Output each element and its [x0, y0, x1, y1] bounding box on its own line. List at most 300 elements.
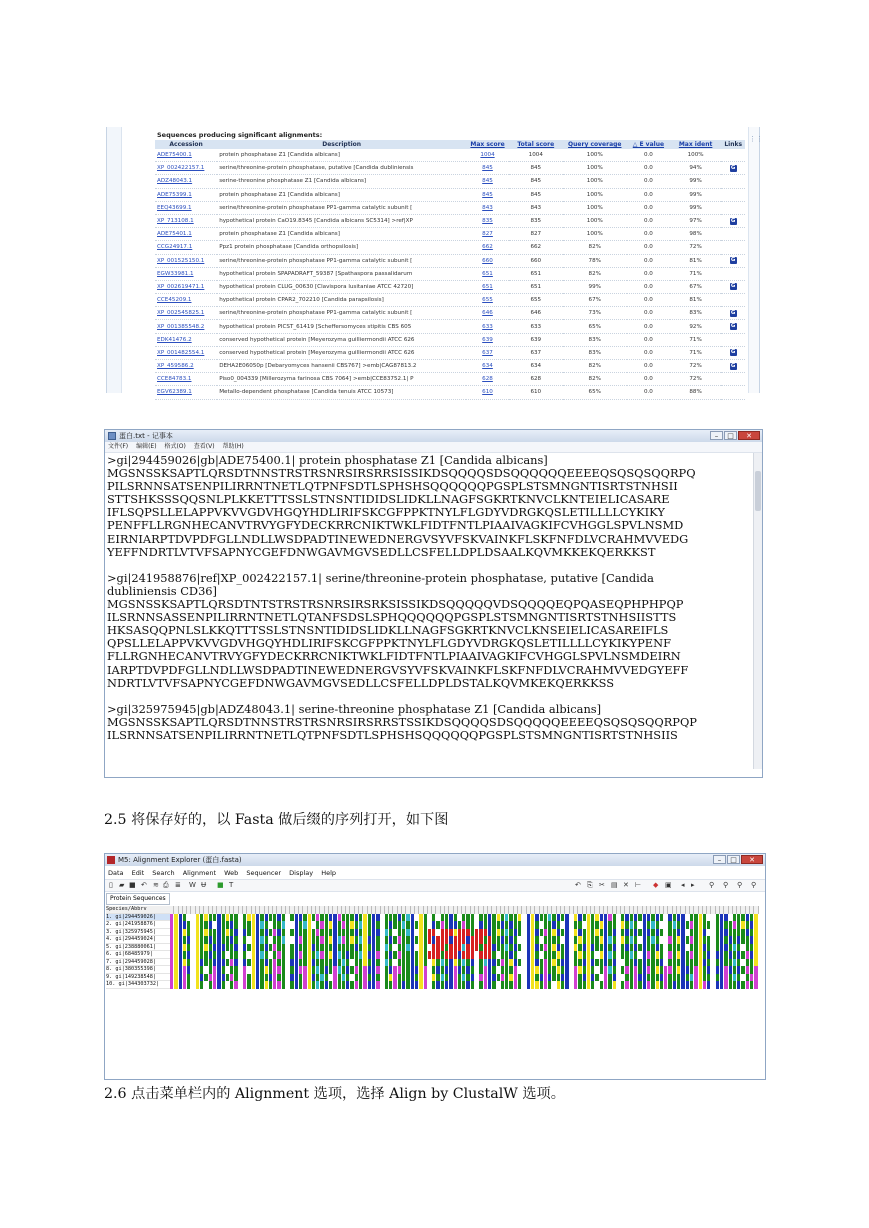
menu-data[interactable]: Data: [108, 869, 124, 877]
gene-link-icon[interactable]: G: [730, 217, 736, 224]
sequence-line: MGSNSSKSAPTLQRSDTNNSTRSTRSNRSIRSRRSTSSIKDSQQQQSDSQQQQQEEEEQSQSQSQQRPQP: [107, 714, 697, 729]
description-cell: conserved hypothetical protein [Meyerozyma guilliermondii ATCC 626: [217, 346, 466, 359]
col-description: Description: [217, 140, 466, 149]
e-value-cell: 0.0: [627, 307, 670, 320]
links-cell[interactable]: [721, 267, 745, 280]
accession-link[interactable]: ADZ48043.1: [155, 175, 217, 188]
links-cell[interactable]: [721, 307, 745, 320]
blast-row: [155, 267, 745, 280]
blast-results-panel: [106, 127, 763, 396]
total-score-cell: 845: [509, 188, 563, 201]
accession-link[interactable]: CCE84783.1: [155, 373, 217, 386]
menu-edit[interactable]: Edit: [131, 869, 145, 877]
left-margin-bar: [107, 127, 122, 393]
max-ident-cell: 99%: [670, 201, 721, 214]
sequence-line: MGSNSSKSAPTLQRSDTNNSTRSTRSNRSIRSRRSISSIKDSQQQQSDSQQQQQQEEEEQSQSQSQQRPQ: [107, 466, 696, 481]
alignment-row: [170, 981, 763, 989]
caption-step-2-6: 2.6 点击菜单栏内的 Alignment 选项，选择 Align by ClustalW 选项。: [104, 1086, 565, 1102]
query-coverage-cell: 100%: [563, 188, 627, 201]
max-ident-cell: 97%: [670, 214, 721, 227]
menu-edit[interactable]: 编辑(E): [136, 443, 157, 450]
gene-link-icon[interactable]: G: [730, 164, 736, 171]
fasta-header-line: >gi|294459026|gb|ADE75400.1| protein phosphatase Z1 [Candida albicans]: [107, 453, 548, 467]
alignment-row: [170, 974, 763, 982]
description-cell: Metallo-dependent phosphatase [Candida tenuis ATCC 10573]: [217, 386, 466, 399]
query-coverage-cell: 82%: [563, 267, 627, 280]
links-cell[interactable]: [721, 320, 745, 333]
max-score-link[interactable]: 660: [466, 254, 509, 267]
accession-link[interactable]: XP_001482554.1: [155, 346, 217, 359]
e-value-cell: 0.0: [627, 320, 670, 333]
menu-sequencer[interactable]: Sequencer: [246, 869, 282, 877]
find-icon[interactable]: ⚲: [709, 881, 715, 889]
max-ident-cell: 71%: [670, 333, 721, 346]
muscle-icon[interactable]: Ʉ: [201, 881, 207, 889]
sequence-line: PENFFLLRGNHECANVTRVYGFYDECKRRCNIKTWKLFIDTFNTLPIAAIVAGKIFCVHGGLSPVLNSMD: [107, 518, 684, 533]
total-score-cell: 646: [509, 307, 563, 320]
accession-link[interactable]: CCG24917.1: [155, 241, 217, 254]
links-cell[interactable]: [721, 386, 745, 399]
caption-step-2-5: 2.5 将保存好的，以 Fasta 做后缀的序列打开，如下图: [104, 812, 449, 828]
sequence-line: [107, 559, 750, 572]
links-cell[interactable]: [721, 254, 745, 267]
window-controls: [710, 431, 760, 440]
notepad-menubar: [105, 442, 762, 453]
sequence-name[interactable]: 9. gi|149238548|: [106, 974, 170, 982]
total-score-cell: 610: [509, 386, 563, 399]
max-score-link[interactable]: 843: [466, 201, 509, 214]
accession-link[interactable]: XP_459586.2: [155, 360, 217, 373]
blast-header-row: [155, 140, 745, 149]
e-value-cell: 0.0: [627, 241, 670, 254]
notepad-window: [104, 429, 763, 778]
mega-app-icon: [107, 856, 115, 864]
total-score-cell: 634: [509, 360, 563, 373]
max-ident-cell: 88%: [670, 386, 721, 399]
query-coverage-cell: 99%: [563, 280, 627, 293]
vertical-scrollbar[interactable]: [753, 453, 762, 769]
sequence-line: ILSRNNSATSENPILIRRNTNETLQTPNFSDTLSPHSHSQQQQQQPGSPLSTSMNGNTISRTSTNHSIIS: [107, 727, 678, 742]
scrollbar-thumb[interactable]: [755, 471, 761, 511]
description-cell: protein phosphatase Z1 [Candida albicans]: [217, 149, 466, 162]
query-coverage-cell: 100%: [563, 175, 627, 188]
mega-titlebar: [105, 854, 765, 866]
sequence-line: PILSRNNSATSENPILIRRNTNETLQTPNFSDTLSPHSHSQQQQQQPGSPLSTSMNGNTISRTSTNHSII: [107, 479, 678, 494]
max-score-link[interactable]: 628: [466, 373, 509, 386]
alignment-row: [170, 944, 763, 952]
blast-row: [155, 360, 745, 373]
description-cell: serine/threonine-protein phosphatase PP1-gamma catalytic subunit [: [217, 201, 466, 214]
accession-link[interactable]: XP_001525150.1: [155, 254, 217, 267]
blast-heading: Sequences producing significant alignments:: [157, 131, 323, 139]
species-header: Species/Abbrv: [106, 906, 170, 914]
max-ident-cell: 71%: [670, 267, 721, 280]
query-coverage-cell: 100%: [563, 214, 627, 227]
copy-icon[interactable]: ⎘: [587, 881, 593, 889]
w-icon[interactable]: W: [189, 881, 196, 889]
links-cell[interactable]: [721, 241, 745, 254]
query-coverage-cell: 100%: [563, 201, 627, 214]
sequence-line: NDRTLVTVFSAPNYCGEFDNWGAVMGVSEDLLCSFELLDPLDSTALKQVMKEKQERKKSS: [107, 675, 615, 690]
links-cell[interactable]: [721, 280, 745, 293]
gene-link-icon[interactable]: G: [730, 362, 736, 369]
e-value-cell: 0.0: [627, 201, 670, 214]
sequence-line: QPSLLELAPPVKVVGDVHGQYHDLIRIFSKCGFPPKTNYLFLGDYVDRGKQSLETILLLLCYKIKYPENF: [107, 636, 671, 651]
alignment-row: [170, 951, 763, 959]
total-score-cell: 637: [509, 346, 563, 359]
col-links: Links: [721, 140, 745, 149]
links-cell[interactable]: [721, 294, 745, 307]
total-score-cell: 662: [509, 241, 563, 254]
max-ident-cell: 94%: [670, 162, 721, 175]
menu-display[interactable]: Display: [289, 869, 314, 877]
total-score-cell: 843: [509, 201, 563, 214]
e-value-cell: 0.0: [627, 188, 670, 201]
query-coverage-cell: 65%: [563, 386, 627, 399]
links-cell[interactable]: [721, 228, 745, 241]
translate-icon[interactable]: T: [229, 881, 234, 889]
description-cell: Piso0_004339 [Millerozyma farinosa CBS 7064] >emb|CCE83752.1| P: [217, 373, 466, 386]
total-score-cell: 835: [509, 214, 563, 227]
max-score-link[interactable]: 639: [466, 333, 509, 346]
gene-link-icon[interactable]: G: [730, 283, 736, 290]
max-score-link[interactable]: 646: [466, 307, 509, 320]
mega-title: M5: Alignment Explorer (蛋白.fasta): [118, 856, 242, 864]
menu-search[interactable]: Search: [152, 869, 175, 877]
block-icon[interactable]: ▣: [665, 881, 672, 889]
description-cell: protein phosphatase Z1 [Candida albicans]: [217, 188, 466, 201]
accession-link[interactable]: XP_002545825.1: [155, 307, 217, 320]
links-cell[interactable]: [721, 373, 745, 386]
description-cell: serine/threonine-protein phosphatase, putative [Candida dubliniensis: [217, 162, 466, 175]
blast-row: [155, 175, 745, 188]
mega-alignment-explorer-window: [104, 853, 766, 1080]
total-score-cell: 660: [509, 254, 563, 267]
notepad-titlebar: [105, 430, 762, 442]
query-coverage-cell: 65%: [563, 320, 627, 333]
e-value-cell: 0.0: [627, 360, 670, 373]
minimize-icon[interactable]: –: [713, 855, 726, 864]
blast-row: [155, 373, 745, 386]
query-coverage-cell: 82%: [563, 241, 627, 254]
blast-row: [155, 214, 745, 227]
links-cell[interactable]: [721, 188, 745, 201]
blast-row: [155, 333, 745, 346]
accession-link[interactable]: EGW33981.1: [155, 267, 217, 280]
align-icon[interactable]: ≣: [175, 881, 181, 889]
accession-link[interactable]: EEQ43699.1: [155, 201, 217, 214]
links-cell[interactable]: [721, 360, 745, 373]
alignment-row: [170, 966, 763, 974]
max-ident-cell: 71%: [670, 346, 721, 359]
sequence-name[interactable]: 2. gi|241958876|: [106, 921, 170, 929]
blast-row: [155, 254, 745, 267]
total-score-cell: 651: [509, 267, 563, 280]
menu-format[interactable]: 格式(O): [164, 443, 186, 450]
total-score-cell: 845: [509, 162, 563, 175]
right-scroll-strip: ⋮⋮: [748, 127, 759, 393]
e-value-cell: 0.0: [627, 149, 670, 162]
paste-icon[interactable]: ▤: [611, 881, 618, 889]
max-score-link[interactable]: 827: [466, 228, 509, 241]
find-motif-icon[interactable]: ⚲: [751, 881, 757, 889]
sequence-line: FLLRGNHECANVTRVYGFYDECKRRCNIKTWKLFIDTFNTLPIAAIVAGKIFCVHGGLSPVLNSMDEIRN: [107, 649, 681, 664]
sequence-name[interactable]: 8. gi|380355398|: [106, 966, 170, 974]
e-value-cell: 0.0: [627, 214, 670, 227]
col-max-ident[interactable]: Max ident: [670, 140, 721, 149]
minimize-icon[interactable]: –: [710, 431, 723, 440]
max-score-link[interactable]: 662: [466, 241, 509, 254]
description-cell: hypothetical protein CLUG_00630 [Clavispora lusitaniae ATCC 42720]: [217, 280, 466, 293]
next-icon[interactable]: ▸: [691, 881, 695, 889]
description-cell: hypothetical protein PICST_61419 [Scheffersomyces stipitis CBS 605: [217, 320, 466, 333]
description-cell: Ppz1 protein phosphatase [Candida orthopsilosis]: [217, 241, 466, 254]
description-cell: hypothetical protein CaO19.8345 [Candida albicans SC5314] >ref|XP: [217, 214, 466, 227]
description-cell: serine/threonine-protein phosphatase PP1-gamma catalytic subunit [: [217, 254, 466, 267]
print-icon[interactable]: ⎙: [163, 881, 169, 889]
sequence-line: IARPTDVPDFGLLNDLLWSDPADTINEWEDNERGVSYVFSKVAINKFLSKFNFDLVCRAHMVVEDGYEFF: [107, 662, 689, 677]
sequence-name[interactable]: 1. gi|294459026|: [106, 914, 170, 922]
query-coverage-cell: 73%: [563, 307, 627, 320]
sequence-line: [107, 690, 750, 703]
notepad-icon: [108, 432, 116, 440]
query-coverage-cell: 82%: [563, 373, 627, 386]
close-icon[interactable]: ✕: [741, 855, 763, 864]
sequence-line: IFLSQPSLLELAPPVKVVGDVHGQYHDLIRIFSKCGFPPKTNYLFLGDYVDRGKQSLETILLLLCYKIKY: [107, 505, 665, 520]
accession-link[interactable]: EGV62389.1: [155, 386, 217, 399]
menu-view[interactable]: 查看(V): [193, 443, 215, 450]
find-prev-icon[interactable]: ⚲: [723, 881, 729, 889]
col-e-value[interactable]: △ E value: [627, 140, 670, 149]
alignment-columns[interactable]: [170, 906, 763, 989]
e-value-cell: 0.0: [627, 346, 670, 359]
total-score-cell: 628: [509, 373, 563, 386]
links-cell[interactable]: [721, 214, 745, 227]
find-next-icon[interactable]: ⚲: [737, 881, 743, 889]
e-value-cell: 0.0: [627, 254, 670, 267]
mega-window-controls: [713, 855, 763, 864]
query-coverage-cell: 67%: [563, 294, 627, 307]
alignment-row: [170, 921, 763, 929]
sequence-name-column: [106, 906, 170, 989]
total-score-cell: 655: [509, 294, 563, 307]
blast-row: [155, 188, 745, 201]
max-ident-cell: 67%: [670, 280, 721, 293]
cut-icon[interactable]: ✂: [599, 881, 605, 889]
undo-edit-icon[interactable]: ↶: [575, 881, 581, 889]
alignment-row: [170, 929, 763, 937]
total-score-cell: 827: [509, 228, 563, 241]
blast-row: [155, 162, 745, 175]
max-score-link[interactable]: 835: [466, 214, 509, 227]
col-query-coverage[interactable]: Query coverage: [563, 140, 627, 149]
fasta-header-line: >gi|325975945|gb|ADZ48043.1| serine-threonine phosphatase Z1 [Candida albicans]: [107, 701, 602, 716]
fasta-header-line: >gi|241958876|ref|XP_002422157.1| serine/threonine-protein phosphatase, putative [Candida: [107, 570, 654, 585]
alignment-row: [170, 959, 763, 967]
close-icon[interactable]: ✕: [738, 431, 760, 440]
save-icon[interactable]: ■: [129, 881, 136, 889]
sequence-line: dubliniensis CD36]: [107, 583, 218, 598]
e-value-cell: 0.0: [627, 228, 670, 241]
blast-row: [155, 386, 745, 399]
accession-link[interactable]: EDK41476.2: [155, 333, 217, 346]
accession-link[interactable]: CCE45209.1: [155, 294, 217, 307]
max-ident-cell: 99%: [670, 175, 721, 188]
links-cell[interactable]: [721, 162, 745, 175]
e-value-cell: 0.0: [627, 373, 670, 386]
description-cell: DEHA2E06050p [Debaryomyces hansenii CBS767] >emb|CAG87813.2: [217, 360, 466, 373]
total-score-cell: 651: [509, 280, 563, 293]
max-ident-cell: 81%: [670, 254, 721, 267]
links-cell[interactable]: [721, 333, 745, 346]
accession-link[interactable]: XP_713108.1: [155, 214, 217, 227]
blast-row: [155, 280, 745, 293]
blast-row: [155, 201, 745, 214]
max-ident-cell: 98%: [670, 228, 721, 241]
e-value-cell: 0.0: [627, 162, 670, 175]
prev-icon[interactable]: ◂: [681, 881, 685, 889]
new-file-icon[interactable]: ▯: [109, 881, 113, 889]
description-cell: conserved hypothetical protein [Meyerozyma guilliermondii ATCC 626: [217, 333, 466, 346]
query-coverage-cell: 100%: [563, 228, 627, 241]
col-max-score[interactable]: Max score: [466, 140, 509, 149]
query-coverage-cell: 100%: [563, 162, 627, 175]
gene-link-icon[interactable]: G: [730, 349, 736, 356]
gene-link-icon[interactable]: G: [730, 257, 736, 264]
sequence-name[interactable]: 3. gi|325975945|: [106, 929, 170, 937]
max-ident-cell: 72%: [670, 241, 721, 254]
menu-alignment[interactable]: Alignment: [182, 869, 217, 877]
description-cell: serine-threonine phosphatase Z1 [Candida albicans]: [217, 175, 466, 188]
col-total-score[interactable]: Total score: [509, 140, 563, 149]
max-ident-cell: 72%: [670, 373, 721, 386]
e-value-cell: 0.0: [627, 267, 670, 280]
blast-row: [155, 320, 745, 333]
sequence-name[interactable]: 5. gi|238880061|: [106, 944, 170, 952]
blast-row: [155, 241, 745, 254]
max-ident-cell: 100%: [670, 149, 721, 162]
open-folder-icon[interactable]: ▰: [119, 881, 125, 889]
query-coverage-cell: 100%: [563, 149, 627, 162]
sequence-name[interactable]: 7. gi|294459028|: [106, 959, 170, 967]
mega-menubar: [105, 868, 765, 878]
e-value-cell: 0.0: [627, 175, 670, 188]
maximize-icon[interactable]: □: [727, 855, 740, 864]
accession-link[interactable]: ADE75400.1: [155, 149, 217, 162]
alignment-grid[interactable]: [106, 906, 763, 1078]
max-score-link[interactable]: 845: [466, 175, 509, 188]
blast-row: [155, 149, 745, 162]
max-ident-cell: 99%: [670, 188, 721, 201]
links-cell[interactable]: [721, 346, 745, 359]
col-accession: Accession: [155, 140, 217, 149]
delete-icon[interactable]: ✕: [623, 881, 629, 889]
max-score-link[interactable]: 651: [466, 267, 509, 280]
sequence-line: STTSHKSSSQQSNLPLKKETTTSSLSTNSNTIDIDSLIDKLLNAGFSGKRTKNVCLKNTEIELICASARE: [107, 492, 670, 507]
max-ident-cell: 83%: [670, 307, 721, 320]
blast-row: [155, 346, 745, 359]
menu-help[interactable]: 帮助(H): [222, 443, 244, 450]
query-coverage-cell: 83%: [563, 333, 627, 346]
alignment-row: [170, 936, 763, 944]
max-ident-cell: 92%: [670, 320, 721, 333]
menu-web[interactable]: Web: [224, 869, 239, 877]
max-score-link[interactable]: 1004: [466, 149, 509, 162]
sequence-name[interactable]: 4. gi|294459024|: [106, 936, 170, 944]
description-cell: serine/threonine-protein phosphatase PP1-gamma catalytic subunit [: [217, 307, 466, 320]
max-score-link[interactable]: 633: [466, 320, 509, 333]
gap-icon[interactable]: ⊢: [635, 881, 642, 889]
sequence-name[interactable]: 6. gi|68485979|: [106, 951, 170, 959]
menu-help[interactable]: Help: [321, 869, 337, 877]
tab-protein-sequences[interactable]: Protein Sequences: [106, 893, 170, 905]
accession-link[interactable]: ADE75401.1: [155, 228, 217, 241]
max-score-link[interactable]: 637: [466, 346, 509, 359]
e-value-cell: 0.0: [627, 294, 670, 307]
query-coverage-cell: 83%: [563, 346, 627, 359]
column-ruler: [170, 906, 763, 914]
max-score-link[interactable]: 655: [466, 294, 509, 307]
links-cell[interactable]: [721, 175, 745, 188]
accession-link[interactable]: XP_001385548.2: [155, 320, 217, 333]
links-cell[interactable]: [721, 149, 745, 162]
dna-icon[interactable]: ≋: [153, 881, 159, 889]
accession-link[interactable]: ADE75399.1: [155, 188, 217, 201]
links-cell[interactable]: [721, 201, 745, 214]
blast-row: [155, 228, 745, 241]
sequence-name[interactable]: 10. gi|344303732|: [106, 981, 170, 989]
notepad-text-area[interactable]: [107, 454, 750, 769]
accession-link[interactable]: XP_002619471.1: [155, 280, 217, 293]
blast-table: [155, 140, 745, 400]
description-cell: hypothetical protein SPAPADRAFT_59387 [Spathaspora passalidarum: [217, 267, 466, 280]
sequence-line: HKSASQQPNLSLKKQTTTSSLSTNSNTIDIDSLIDKLLNAGFSGKRTKNVCLKNSEIELICASAREIFLS: [107, 623, 669, 638]
sequence-line: YEFFNDRTLVTVFSAPNYCGEFDNWGAVMGVSEDLLCSFELLDPLDSAALKQVMKKEKQERKKST: [107, 544, 656, 559]
green-marker-icon[interactable]: ■: [217, 881, 224, 889]
accession-link[interactable]: XP_002422157.1: [155, 162, 217, 175]
notepad-title: 蛋白.txt - 记事本: [119, 432, 173, 440]
undo-icon[interactable]: ↶: [141, 881, 147, 889]
max-score-link[interactable]: 845: [466, 162, 509, 175]
max-score-link[interactable]: 651: [466, 280, 509, 293]
e-value-cell: 0.0: [627, 386, 670, 399]
total-score-cell: 633: [509, 320, 563, 333]
description-cell: hypothetical protein CPAR2_702210 [Candida parapsilosis]: [217, 294, 466, 307]
max-ident-cell: 72%: [670, 360, 721, 373]
total-score-cell: 1004: [509, 149, 563, 162]
alignment-row: [170, 914, 763, 922]
blast-row: [155, 307, 745, 320]
blast-row: [155, 294, 745, 307]
gene-link-icon[interactable]: G: [730, 323, 736, 330]
gene-link-icon[interactable]: G: [730, 309, 736, 316]
e-value-cell: 0.0: [627, 333, 670, 346]
max-score-link[interactable]: 610: [466, 386, 509, 399]
max-ident-cell: 81%: [670, 294, 721, 307]
total-score-cell: 639: [509, 333, 563, 346]
max-score-link[interactable]: 634: [466, 360, 509, 373]
description-cell: protein phosphatase Z1 [Candida albicans]: [217, 228, 466, 241]
blast-table-body: [155, 149, 745, 399]
query-coverage-cell: 78%: [563, 254, 627, 267]
maximize-icon[interactable]: □: [724, 431, 737, 440]
max-score-link[interactable]: 845: [466, 188, 509, 201]
mega-toolbar: [105, 879, 765, 892]
total-score-cell: 845: [509, 175, 563, 188]
menu-file[interactable]: 文件(F): [108, 443, 129, 450]
sequence-line: ILSRNNSASSENPILIRRNTNETLQTANFSDSLSPHQQQQQQPGSPLSTSMNGNTISRTSTNHSIISTTS: [107, 610, 677, 625]
mark-icon[interactable]: ◆: [653, 881, 659, 889]
